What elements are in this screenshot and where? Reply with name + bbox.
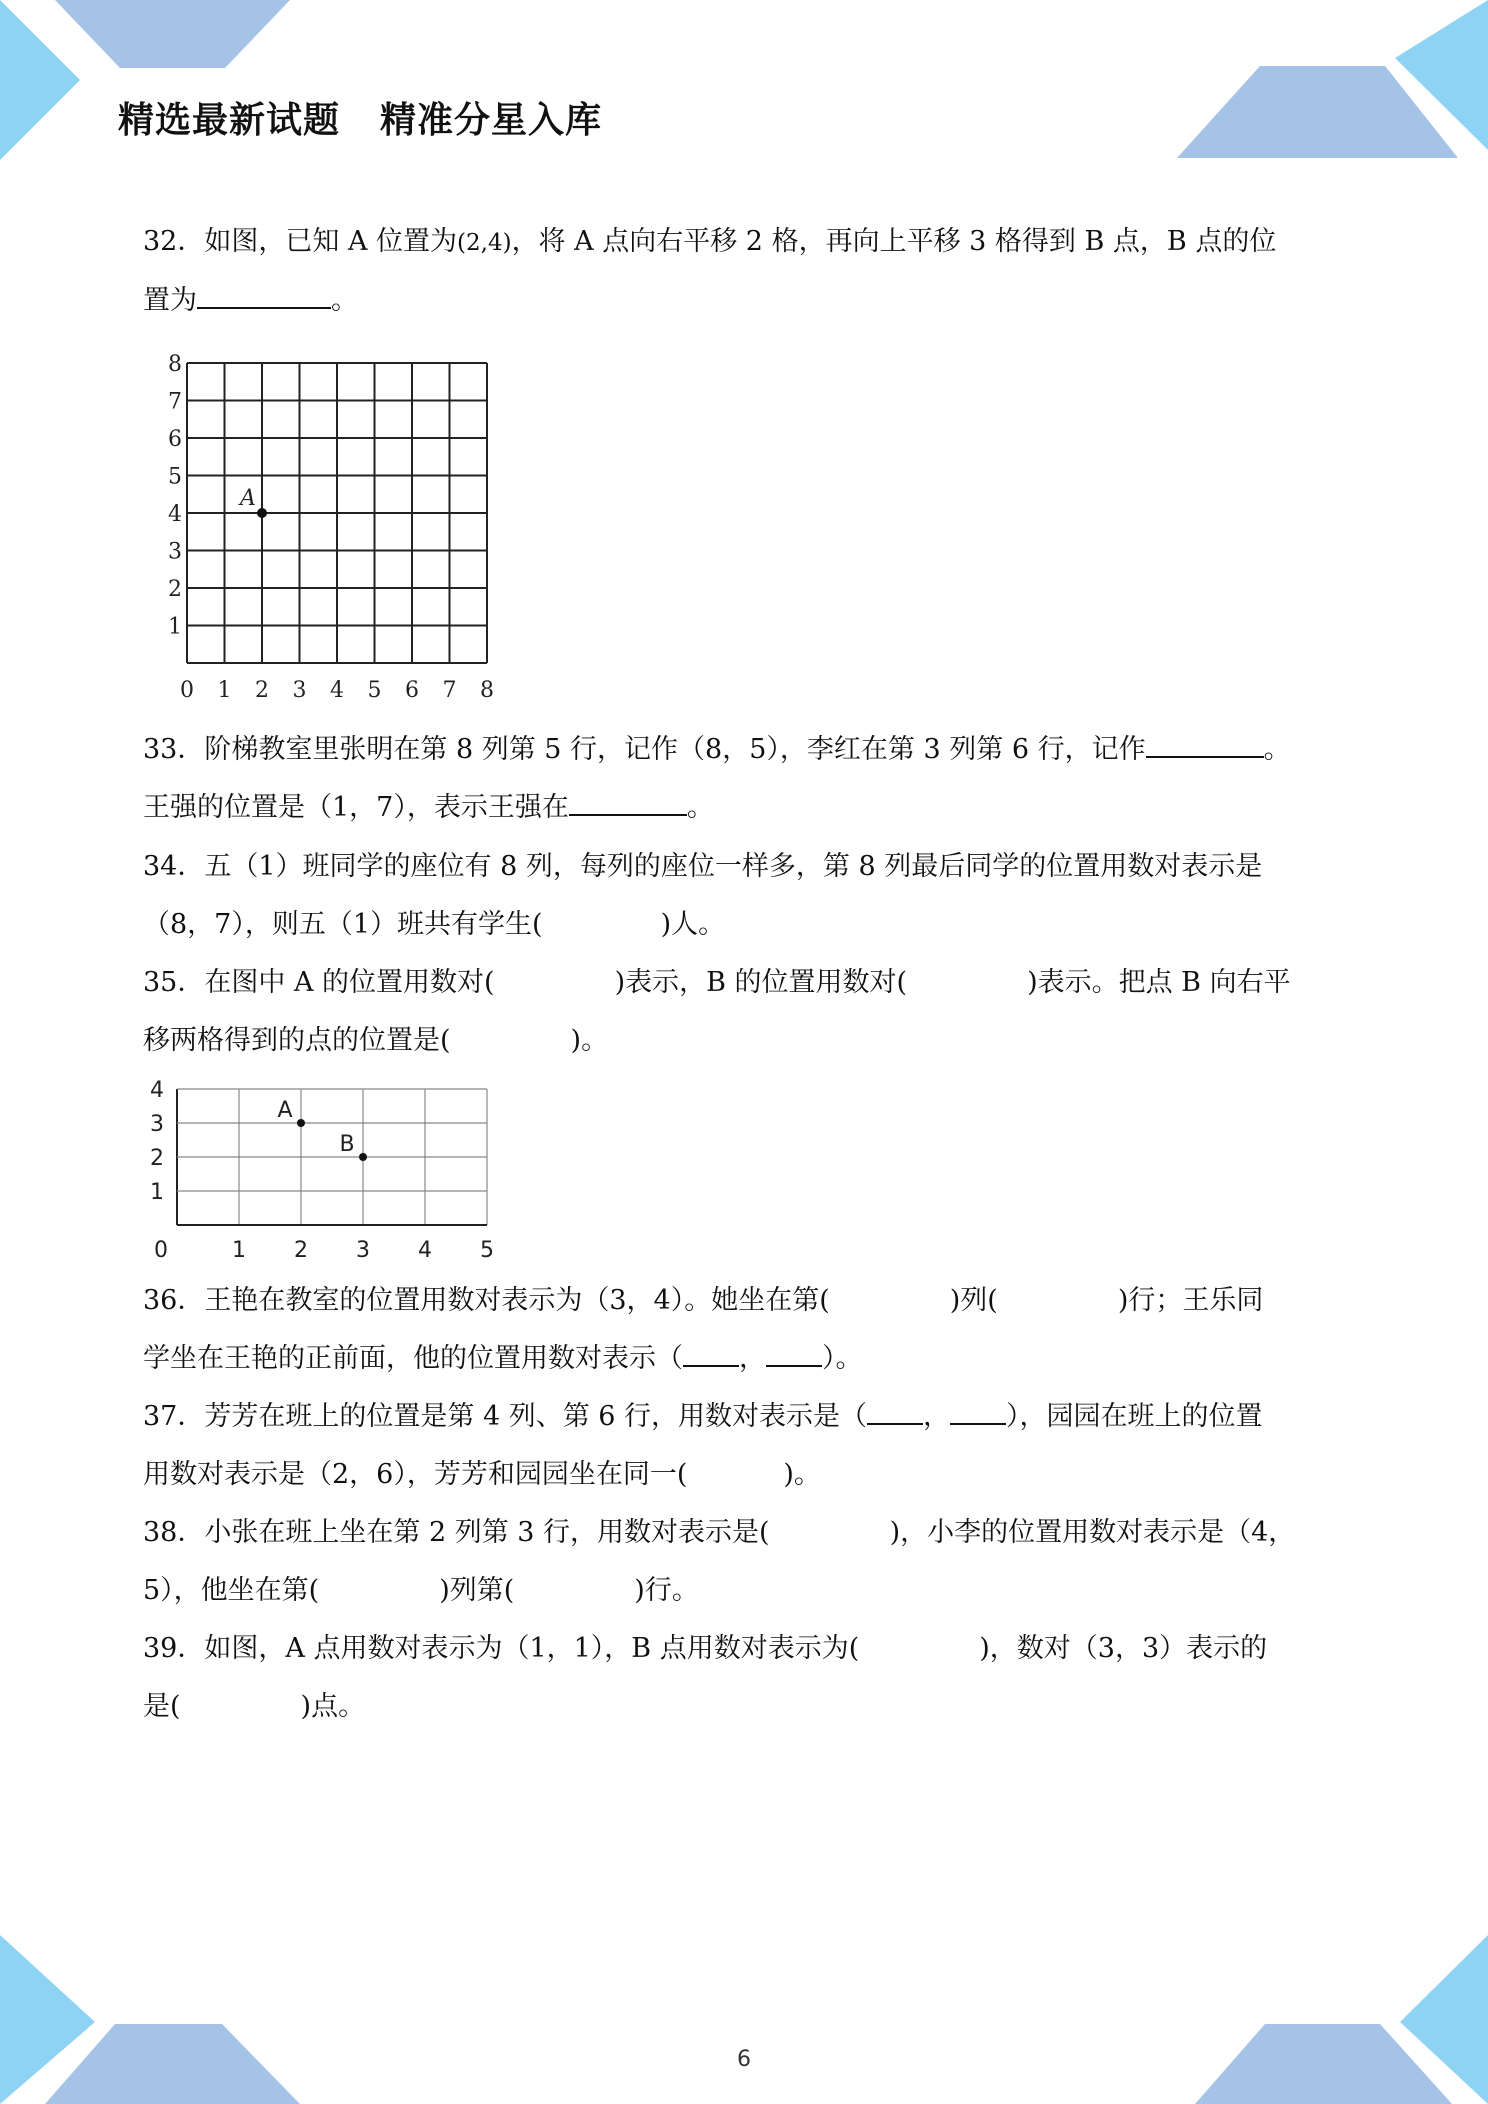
x-tick-label: 0: [180, 678, 194, 700]
question-text: 用数对表示是（2，6），芳芳和园园坐在同一(: [143, 1459, 688, 1490]
header-title: [118, 92, 602, 143]
answer-blank[interactable]: [569, 788, 687, 816]
y-tick-label: 8: [168, 352, 182, 377]
answer-blank[interactable]: [1146, 730, 1264, 758]
question-text: )人。: [660, 909, 726, 940]
question-text: 。: [331, 285, 358, 316]
question-38: [143, 1504, 1353, 1620]
question-37: [143, 1388, 1353, 1504]
question-number: 32．: [143, 226, 205, 257]
answer-blank[interactable]: [683, 1339, 739, 1367]
question-text: )。: [570, 1025, 609, 1056]
question-text: ，将 A 点向右平移 2 格，再向上平移 3 格得到 B 点，B 点的位: [511, 226, 1277, 257]
question-32: [143, 213, 1353, 330]
question-text: )。: [783, 1459, 821, 1490]
grid-figure-2: [140, 1070, 510, 1265]
x-tick-label: 5: [367, 678, 382, 700]
x-tick-label: 5: [480, 1238, 494, 1263]
question-number: 33．: [143, 734, 205, 765]
question-text: )列(: [949, 1285, 998, 1316]
point-b: [359, 1153, 367, 1161]
header-title-left: 精选最新试题: [118, 100, 341, 141]
deco-top-right-trapezoid: [1177, 66, 1458, 158]
y-tick-label: 1: [168, 614, 182, 640]
question-number: 38．: [143, 1517, 205, 1548]
question-number: 37．: [143, 1401, 205, 1432]
question-text: )表示。把点 B 向右平: [1027, 967, 1291, 998]
y-tick-label: 5: [168, 464, 182, 490]
coordinate-a: (2,4): [457, 230, 512, 256]
grid-figure-1: [140, 350, 510, 700]
y-tick-label: 7: [168, 389, 182, 415]
x-tick-label: 2: [255, 678, 269, 700]
answer-blank[interactable]: [867, 1397, 923, 1425]
point-a-label: A: [277, 1098, 293, 1123]
y-tick-label: 3: [168, 539, 182, 565]
y-tick-label: 4: [168, 502, 182, 527]
question-text: （8，7），则五（1）班共有学生(: [143, 909, 543, 940]
question-number: 39．: [143, 1633, 205, 1664]
y-tick-label: 1: [150, 1180, 164, 1205]
question-36: [143, 1272, 1353, 1388]
header-title-right: 精准分星入库: [380, 100, 603, 141]
question-text: )点。: [300, 1691, 366, 1722]
answer-blank[interactable]: [766, 1339, 822, 1367]
question-text: 芳芳在班上的位置是第 4 列、第 6 行，用数对表示是（: [204, 1401, 868, 1432]
question-text: 在图中 A 的位置用数对(: [204, 967, 495, 998]
question-text: )，数对（3，3）表示的: [979, 1633, 1268, 1664]
deco-top-left-triangle: [0, 0, 80, 160]
x-tick-label: 4: [418, 1238, 432, 1263]
x-tick-label: 0: [154, 1238, 168, 1263]
question-text: 如图，A 点用数对表示为（1，1），B 点用数对表示为(: [204, 1633, 860, 1664]
question-text: 王艳在教室的位置用数对表示为（3，4）。她坐在第(: [204, 1285, 830, 1316]
y-tick-label: 2: [150, 1146, 164, 1171]
question-text: ，: [923, 1401, 951, 1432]
x-tick-label: 3: [356, 1238, 370, 1263]
question-text: )行；王乐同: [1117, 1285, 1264, 1316]
x-tick-label: 7: [442, 678, 457, 700]
question-text: ），园园在班上的位置: [1006, 1401, 1263, 1432]
question-text: ）。: [822, 1343, 863, 1374]
x-tick-label: 1: [217, 678, 232, 700]
question-text: )行。: [634, 1575, 699, 1606]
question-35: [143, 954, 1353, 1070]
point-a: [257, 508, 267, 518]
question-39: [143, 1620, 1353, 1736]
question-33: [143, 721, 1353, 837]
question-number: 36．: [143, 1285, 205, 1316]
deco-top-left-trapezoid: [55, 0, 290, 68]
question-text: 阶梯教室里张明在第 8 列第 5 行，记作（8，5），李红在第 3 列第 6 行，记作: [204, 734, 1146, 765]
question-text: 如图，已知 A 位置为: [204, 226, 458, 257]
y-tick-label: 6: [168, 427, 182, 452]
question-number: 35．: [143, 967, 205, 998]
answer-blank[interactable]: [950, 1397, 1006, 1425]
y-tick-label: 3: [150, 1112, 164, 1137]
question-text: 王强的位置是（1，7），表示王强在: [143, 792, 569, 823]
point-a: [297, 1119, 305, 1127]
x-tick-label: 4: [330, 678, 344, 700]
question-text: 。: [686, 792, 714, 823]
question-text: )表示，B 的位置用数对(: [614, 967, 908, 998]
question-text: 置为: [143, 285, 197, 316]
page-number: 6: [737, 2047, 751, 2072]
question-text: 五（1）班同学的座位有 8 列，每列的座位一样多，第 8 列最后同学的位置用数对表示是: [204, 851, 1263, 882]
question-text: )，小李的位置用数对表示是（4，: [889, 1517, 1296, 1548]
question-text: 小张在班上坐在第 2 列第 3 行，用数对表示是(: [204, 1517, 770, 1548]
x-tick-label: 2: [294, 1238, 308, 1263]
question-text: 移两格得到的点的位置是(: [143, 1025, 451, 1056]
x-tick-label: 1: [232, 1238, 246, 1263]
point-b-label: B: [339, 1132, 355, 1157]
answer-blank[interactable]: [197, 281, 331, 309]
question-number: 34．: [143, 851, 205, 882]
question-text: 是(: [143, 1691, 181, 1722]
question-text: ，: [739, 1343, 766, 1374]
question-text: )列第(: [439, 1575, 515, 1606]
question-text: 。: [1263, 734, 1291, 765]
x-tick-label: 8: [480, 678, 494, 700]
x-tick-label: 3: [292, 678, 307, 700]
y-tick-label: 2: [168, 577, 182, 602]
y-tick-label: 4: [150, 1078, 164, 1103]
question-34: [143, 838, 1353, 954]
x-tick-label: 6: [405, 678, 419, 700]
point-a-label: A: [240, 486, 256, 511]
question-text: 5），他坐在第(: [143, 1575, 320, 1606]
question-text: 学坐在王艳的正前面，他的位置用数对表示（: [143, 1343, 683, 1374]
